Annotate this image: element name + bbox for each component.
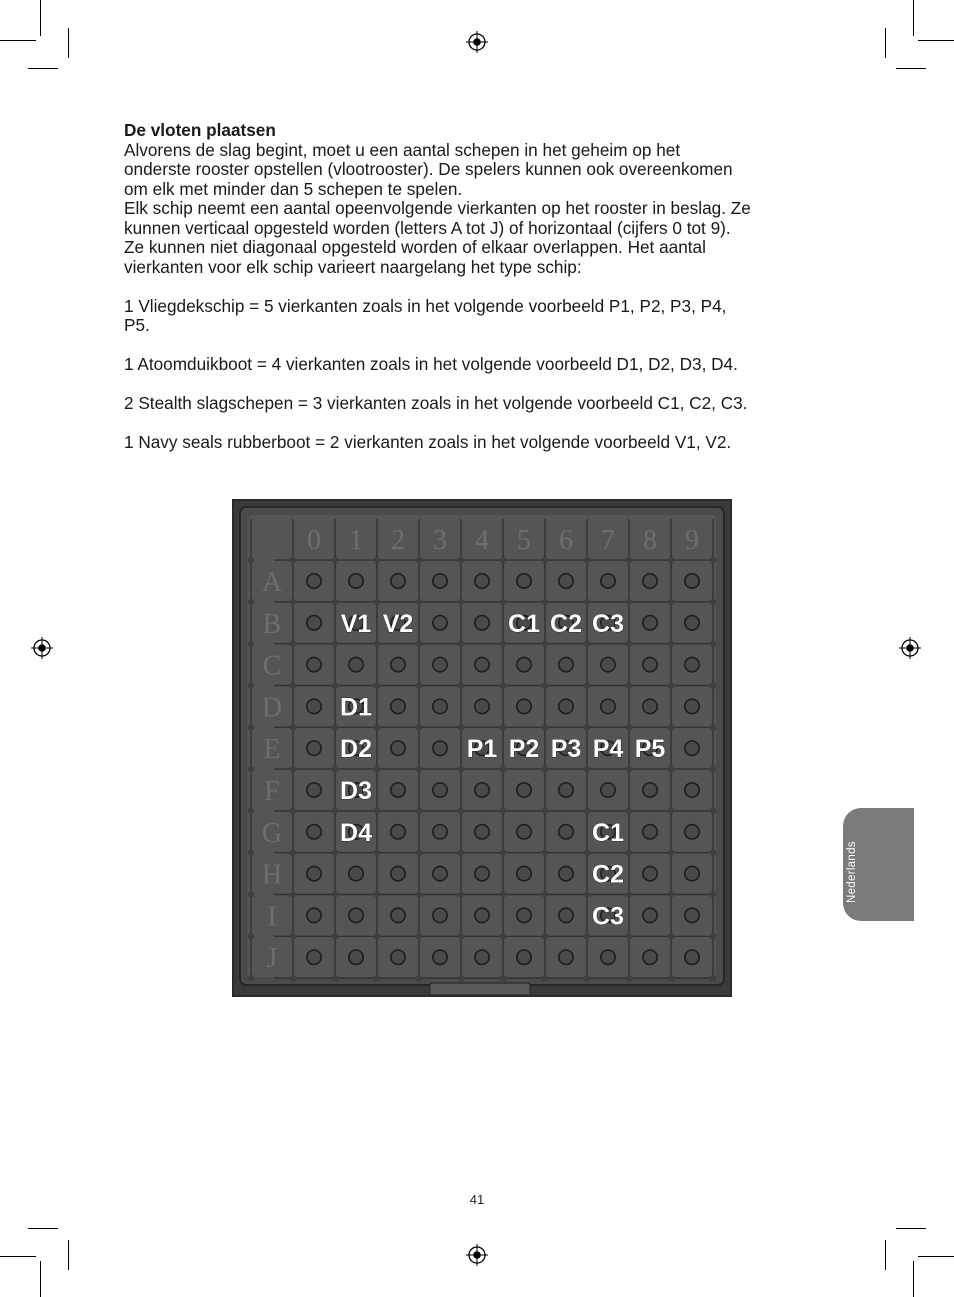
peg-hole (475, 825, 489, 839)
grid-node (290, 682, 296, 688)
grid-node (626, 641, 632, 647)
row-label: A (261, 567, 283, 598)
grid-node (542, 975, 548, 981)
ship-placement-label: C2 (550, 609, 582, 638)
peg-hole (643, 825, 657, 839)
peg-hole (349, 574, 363, 588)
grid-node (668, 766, 674, 772)
ship-placement-label: P1 (466, 735, 498, 764)
peg-hole (391, 741, 405, 755)
grid-node (374, 975, 380, 981)
peg-hole (391, 825, 405, 839)
peg-hole (307, 825, 321, 839)
grid-node (458, 641, 464, 647)
grid-node (584, 766, 590, 772)
grid-node (248, 766, 254, 772)
peg-hole (433, 866, 447, 880)
grid-node (584, 682, 590, 688)
grid-node (416, 557, 422, 563)
intro-line: Alvorens de slag begint, moet u een aantal schepen in het geheim op het (124, 139, 681, 160)
grid-node (332, 933, 338, 939)
column-label: 3 (433, 525, 447, 556)
column-label: 1 (349, 525, 363, 556)
grid-node (332, 724, 338, 730)
grid-node (710, 850, 716, 856)
peg-hole (685, 866, 699, 880)
grid-node (416, 641, 422, 647)
grid-node (500, 808, 506, 814)
grid-node (542, 808, 548, 814)
peg-hole (391, 783, 405, 797)
grid-node (500, 891, 506, 897)
row-label: B (262, 608, 282, 640)
peg-hole (433, 908, 447, 922)
row-label: F (264, 776, 280, 807)
row-label: E (263, 734, 281, 766)
grid-node (248, 599, 254, 605)
grid-node (626, 724, 632, 730)
grid-node (374, 891, 380, 897)
crop-mark (913, 1261, 914, 1297)
grid-node (710, 557, 716, 563)
grid-node (290, 891, 296, 897)
grid-node (584, 891, 590, 897)
peg-hole (643, 699, 657, 713)
grid-node (248, 682, 254, 688)
peg-hole (559, 657, 573, 671)
grid-node (542, 557, 548, 563)
grid-node (458, 891, 464, 897)
peg-hole (307, 657, 321, 671)
peg-hole (517, 783, 531, 797)
grid-node (416, 766, 422, 772)
language-tab (843, 808, 914, 921)
peg-hole (685, 783, 699, 797)
peg-hole (475, 699, 489, 713)
peg-hole (559, 574, 573, 588)
peg-hole (307, 950, 321, 964)
grid-node (416, 724, 422, 730)
grid-node (668, 933, 674, 939)
peg-hole (559, 783, 573, 797)
grid-node (626, 682, 632, 688)
grid-node (710, 766, 716, 772)
peg-hole (391, 950, 405, 964)
grid-node (332, 850, 338, 856)
peg-hole (307, 699, 321, 713)
grid-node (710, 808, 716, 814)
peg-hole (475, 657, 489, 671)
grid-node (542, 724, 548, 730)
grid-node (416, 682, 422, 688)
ship-placement-label: C1 (508, 609, 540, 638)
grid-node (584, 808, 590, 814)
peg-hole (685, 699, 699, 713)
peg-hole (433, 657, 447, 671)
grid-node (248, 724, 254, 730)
intro-line: kunnen verticaal opgesteld worden (letters A tot J) of horizontaal (cijfers 0 tot 9). (124, 217, 731, 238)
peg-hole (601, 699, 615, 713)
peg-hole (391, 574, 405, 588)
grid-node (584, 724, 590, 730)
intro-line: vierkanten voor elk schip varieert naargelang het type schip: (124, 256, 582, 277)
peg-hole (685, 741, 699, 755)
grid-node (332, 766, 338, 772)
peg-hole (391, 908, 405, 922)
board-hinge (430, 983, 530, 995)
grid-node (416, 933, 422, 939)
grid-node (542, 641, 548, 647)
registration-mark-icon (31, 637, 53, 659)
grid-node (374, 724, 380, 730)
crop-mark (896, 68, 926, 69)
grid-node (290, 766, 296, 772)
intro-line: Elk schip neemt een aantal opeenvolgende vierkanten op het rooster in beslag. Ze (124, 198, 751, 218)
peg-hole (685, 825, 699, 839)
ship-line-carrier-cont: P5. (124, 315, 150, 335)
grid-node (626, 808, 632, 814)
peg-hole (643, 783, 657, 797)
peg-hole (475, 908, 489, 922)
grid-node (458, 766, 464, 772)
grid-node (290, 808, 296, 814)
grid-node (332, 641, 338, 647)
ship-placement-label: V1 (340, 609, 372, 638)
peg-hole (475, 574, 489, 588)
ship-placement-label: D3 (340, 777, 372, 805)
grid-node (626, 766, 632, 772)
grid-node (290, 933, 296, 939)
grid-node (500, 933, 506, 939)
peg-hole (643, 866, 657, 880)
grid-node (332, 599, 338, 605)
grid-node (668, 682, 674, 688)
section-heading: De vloten plaatsen (124, 120, 276, 140)
grid-node (458, 557, 464, 563)
grid-node (668, 808, 674, 814)
grid-node (248, 975, 254, 981)
registration-mark-icon (466, 1244, 488, 1266)
ship-placement-label: D2 (340, 735, 372, 764)
grid-node (542, 599, 548, 605)
peg-hole (601, 574, 615, 588)
peg-hole (643, 908, 657, 922)
grid-node (332, 808, 338, 814)
row-label: I (267, 901, 277, 933)
column-label: 5 (517, 525, 531, 556)
crop-mark (918, 40, 954, 41)
grid-node (374, 682, 380, 688)
intro-line: om elk met minder dan 5 schepen te spelen. (124, 178, 463, 199)
peg-hole (307, 574, 321, 588)
grid-node (710, 891, 716, 897)
grid-node (710, 682, 716, 688)
peg-hole (475, 950, 489, 964)
peg-hole (601, 657, 615, 671)
peg-hole (433, 574, 447, 588)
grid-node (668, 850, 674, 856)
grid-node (458, 724, 464, 730)
grid-node (626, 975, 632, 981)
grid-node (458, 933, 464, 939)
crop-mark (68, 1240, 69, 1270)
grid-node (626, 933, 632, 939)
grid-node (584, 557, 590, 563)
grid-node (374, 850, 380, 856)
peg-hole (307, 783, 321, 797)
ship-placement-label: C2 (592, 860, 624, 889)
grid-node (458, 808, 464, 814)
peg-hole (433, 950, 447, 964)
peg-hole (349, 950, 363, 964)
grid-node (290, 557, 296, 563)
ship-line-carrier: 1 Vliegdekschip = 5 vierkanten zoals in het volgende voorbeeld P1, P2, P3, P4, (124, 295, 727, 316)
grid-node (710, 599, 716, 605)
grid-node (248, 557, 254, 563)
peg-hole (559, 908, 573, 922)
grid-node (332, 891, 338, 897)
grid-node (668, 724, 674, 730)
grid-node (668, 599, 674, 605)
peg-hole (685, 908, 699, 922)
grid-node (500, 975, 506, 981)
grid-node (290, 641, 296, 647)
column-label: 7 (601, 525, 615, 556)
language-tab-label: Nederlands (846, 841, 858, 903)
peg-hole (559, 825, 573, 839)
peg-hole (601, 783, 615, 797)
peg-hole (433, 783, 447, 797)
ship-line-stealth: 2 Stealth slagschepen = 3 vierkanten zoals in het volgende voorbeeld C1, C2, C3. (124, 393, 748, 413)
grid-node (584, 641, 590, 647)
ship-placement-label: C3 (592, 609, 624, 638)
grid-node (290, 599, 296, 605)
grid-node (248, 641, 254, 647)
grid-node (584, 975, 590, 981)
peg-hole (433, 741, 447, 755)
peg-hole (517, 825, 531, 839)
peg-hole (307, 616, 321, 630)
grid-node (332, 557, 338, 563)
grid-node (710, 641, 716, 647)
crop-mark (0, 40, 36, 41)
grid-node (500, 599, 506, 605)
row-label: J (266, 943, 278, 975)
column-label: 2 (391, 525, 405, 556)
grid-node (584, 933, 590, 939)
peg-hole (475, 866, 489, 880)
grid-node (374, 557, 380, 563)
peg-hole (643, 950, 657, 964)
peg-hole (349, 657, 363, 671)
peg-hole (685, 574, 699, 588)
peg-hole (307, 741, 321, 755)
row-label: H (261, 859, 283, 891)
peg-hole (391, 699, 405, 713)
crop-mark (28, 68, 58, 69)
grid-node (458, 975, 464, 981)
peg-hole (517, 908, 531, 922)
grid-node (290, 724, 296, 730)
intro-line: Ze kunnen niet diagonaal opgesteld worden of elkaar overlappen. Het aantal (124, 237, 706, 257)
grid-node (710, 933, 716, 939)
grid-node (542, 891, 548, 897)
grid-node (710, 724, 716, 730)
ship-placement-label: C1 (592, 818, 624, 847)
grid-node (584, 850, 590, 856)
peg-hole (559, 699, 573, 713)
grid-node (416, 850, 422, 856)
grid-node (500, 557, 506, 563)
peg-hole (517, 866, 531, 880)
peg-hole (391, 866, 405, 880)
instructions-text (124, 121, 840, 453)
grid-node (332, 682, 338, 688)
peg-hole (433, 699, 447, 713)
grid-node (710, 975, 716, 981)
grid-node (458, 599, 464, 605)
crop-mark (28, 1228, 58, 1229)
row-label: C (262, 650, 282, 682)
grid-node (668, 891, 674, 897)
grid-node (500, 724, 506, 730)
crop-mark (40, 1261, 41, 1297)
peg-hole (307, 866, 321, 880)
grid-node (248, 891, 254, 897)
ship-placement-label: V2 (382, 609, 414, 638)
crop-mark (896, 1228, 926, 1229)
column-label: 0 (307, 525, 321, 556)
crop-mark (885, 28, 886, 58)
grid-node (626, 850, 632, 856)
grid-node (668, 975, 674, 981)
grid-node (416, 808, 422, 814)
peg-hole (517, 657, 531, 671)
grid-node (416, 891, 422, 897)
grid-node (668, 641, 674, 647)
ship-placement-label: D1 (340, 693, 372, 722)
column-label: 4 (475, 525, 489, 556)
row-label: D (261, 692, 283, 724)
peg-hole (517, 950, 531, 964)
grid-node (416, 975, 422, 981)
peg-hole (517, 699, 531, 713)
peg-hole (391, 657, 405, 671)
ship-placement-label: C3 (592, 902, 624, 931)
grid-node (542, 933, 548, 939)
ship-placement-label: D4 (340, 818, 372, 847)
peg-hole (307, 908, 321, 922)
ship-placement-label: P4 (592, 735, 624, 764)
registration-mark-icon (466, 31, 488, 53)
peg-hole (475, 783, 489, 797)
grid-node (500, 682, 506, 688)
ship-placement-label: P5 (634, 735, 666, 764)
crop-mark (68, 28, 69, 58)
peg-hole (433, 616, 447, 630)
grid-node (500, 641, 506, 647)
intro-line: onderste rooster opstellen (vlootrooster). De spelers kunnen ook overeenkomen (124, 159, 733, 179)
grid-node (290, 850, 296, 856)
crop-mark (885, 1240, 886, 1270)
grid-node (458, 682, 464, 688)
grid-node (542, 766, 548, 772)
crop-mark (918, 1256, 954, 1257)
crop-mark (40, 0, 41, 36)
grid-node (374, 808, 380, 814)
peg-hole (601, 950, 615, 964)
grid-node (500, 766, 506, 772)
peg-hole (685, 657, 699, 671)
ship-placement-label: P2 (508, 735, 540, 764)
ship-line-dinghy: 1 Navy seals rubberboot = 2 vierkanten zoals in het volgende voorbeeld V1, V2. (124, 432, 732, 452)
registration-mark-icon (899, 637, 921, 659)
grid-node (374, 766, 380, 772)
grid-node (668, 557, 674, 563)
page-number: 41 (469, 1192, 485, 1207)
peg-hole (349, 866, 363, 880)
ship-line-submarine: 1 Atoomduikboot = 4 vierkanten zoals in het volgende voorbeeld D1, D2, D3, D4. (124, 354, 738, 374)
ship-placement-label: P3 (550, 735, 582, 764)
grid-node (248, 850, 254, 856)
peg-hole (685, 950, 699, 964)
grid-node (374, 933, 380, 939)
crop-mark (913, 0, 914, 36)
fleet-grid (234, 501, 730, 995)
column-label: 8 (643, 525, 657, 556)
peg-hole (643, 657, 657, 671)
grid-node (542, 682, 548, 688)
grid-node (248, 808, 254, 814)
grid-node (458, 850, 464, 856)
grid-node (374, 599, 380, 605)
column-label: 9 (685, 525, 699, 556)
grid-node (290, 975, 296, 981)
grid-node (248, 933, 254, 939)
peg-hole (517, 574, 531, 588)
peg-hole (559, 866, 573, 880)
peg-hole (643, 574, 657, 588)
grid-node (584, 599, 590, 605)
column-label: 6 (559, 525, 573, 556)
peg-hole (685, 616, 699, 630)
row-label: G (261, 817, 283, 849)
peg-hole (433, 825, 447, 839)
grid-node (416, 599, 422, 605)
peg-hole (475, 616, 489, 630)
peg-hole (643, 616, 657, 630)
peg-hole (559, 950, 573, 964)
grid-node (542, 850, 548, 856)
fleet-grid-photo (232, 499, 732, 997)
grid-node (626, 599, 632, 605)
grid-node (626, 891, 632, 897)
peg-hole (349, 908, 363, 922)
grid-node (332, 975, 338, 981)
crop-mark (0, 1256, 36, 1257)
grid-node (374, 641, 380, 647)
grid-node (500, 850, 506, 856)
grid-node (626, 557, 632, 563)
